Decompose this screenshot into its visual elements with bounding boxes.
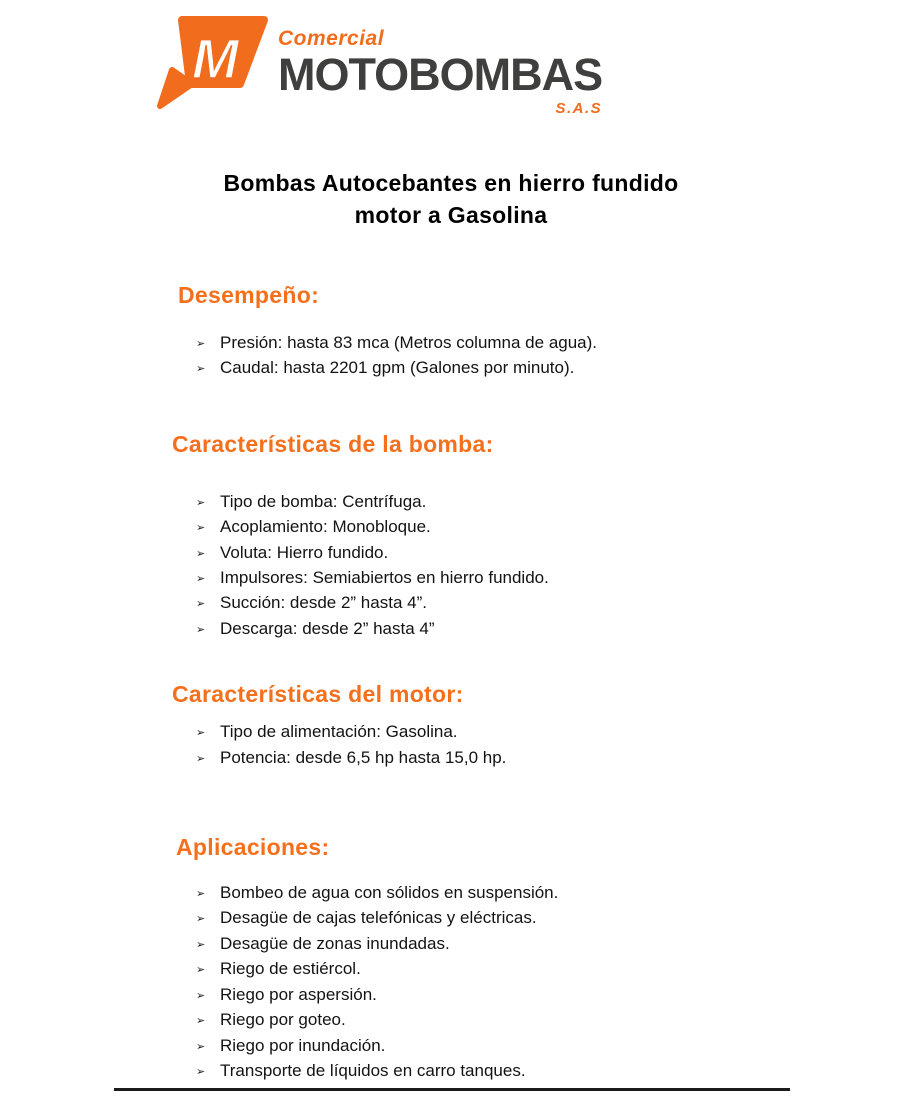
list-item	[196, 1059, 902, 1084]
logo-tagline: Comercial	[278, 27, 385, 50]
arrow-bullet-icon: ➢	[196, 1039, 206, 1053]
arrow-bullet-icon: ➢	[196, 887, 206, 901]
arrow-bullet-icon: ➢	[196, 751, 206, 765]
section-aplicaciones	[0, 833, 902, 1084]
list-item-text: Desagüe de cajas telefónicas y eléctricas.	[220, 908, 537, 928]
list-item-text: Voluta: Hierro fundido.	[220, 542, 389, 562]
section-caracteristicas-motor	[0, 680, 902, 771]
arrow-bullet-icon: ➢	[196, 597, 206, 611]
section-desempeno	[0, 281, 902, 382]
list-item	[196, 490, 902, 515]
list-item	[196, 617, 902, 642]
list-item-text: Transporte de líquidos en carro tanques.	[220, 1060, 526, 1080]
list-item-text: Caudal: hasta 2201 gpm (Galones por minuto).	[220, 358, 575, 378]
section-heading-aplicaciones: Aplicaciones:	[176, 834, 330, 861]
section-heading-caracteristicas-bomba: Características de la bomba:	[172, 430, 494, 457]
list-item	[196, 906, 902, 931]
list-item	[196, 1008, 902, 1033]
company-logo	[150, 12, 602, 117]
section-caracteristicas-bomba	[0, 430, 902, 642]
list-item	[196, 515, 902, 540]
motobombas-logo-icon	[150, 12, 270, 112]
arrow-bullet-icon: ➢	[196, 521, 206, 535]
list-item	[196, 932, 902, 957]
list-item-text: Riego por goteo.	[220, 1010, 346, 1030]
list-item	[196, 957, 902, 982]
desempeno-list	[196, 331, 902, 382]
logo-name: MOTOBOMBAS	[278, 49, 603, 100]
logo-wordmark	[278, 12, 602, 117]
arrow-bullet-icon: ➢	[196, 1014, 206, 1028]
arrow-bullet-icon: ➢	[196, 337, 206, 350]
list-item-text: Riego por inundación.	[220, 1035, 386, 1055]
list-item-text: Acoplamiento: Monobloque.	[220, 517, 431, 537]
arrow-bullet-icon: ➢	[196, 726, 206, 740]
list-item-text: Descarga: desde 2” hasta 4”	[220, 618, 435, 638]
list-item	[196, 331, 902, 356]
document-title-line1: Bombas Autocebantes en hierro fundido	[223, 170, 679, 196]
arrow-bullet-icon: ➢	[196, 546, 206, 560]
arrow-bullet-icon: ➢	[196, 572, 206, 586]
list-item	[196, 720, 902, 745]
list-item-text: Potencia: desde 6,5 hp hasta 15,0 hp.	[220, 747, 507, 767]
list-item-text: Bombeo de agua con sólidos en suspensión.	[220, 883, 559, 903]
list-item	[196, 356, 902, 381]
arrow-bullet-icon: ➢	[196, 1064, 206, 1078]
list-item	[196, 746, 902, 771]
logo-suffix: S.A.S	[555, 100, 603, 118]
list-item-text: Riego de estiércol.	[220, 959, 361, 979]
list-item-text: Tipo de alimentación: Gasolina.	[220, 722, 458, 742]
list-item-text: Tipo de bomba: Centrífuga.	[220, 491, 427, 511]
arrow-bullet-icon: ➢	[196, 912, 206, 926]
list-item	[196, 1034, 902, 1059]
arrow-bullet-icon: ➢	[196, 622, 206, 636]
caracteristicas-bomba-list	[196, 490, 902, 642]
arrow-bullet-icon: ➢	[196, 988, 206, 1002]
svg-text:M: M	[192, 27, 239, 90]
list-item	[196, 881, 902, 906]
caracteristicas-motor-list	[196, 720, 902, 771]
document-title-line2: motor a Gasolina	[354, 202, 548, 228]
section-heading-caracteristicas-motor: Características del motor:	[172, 681, 464, 708]
list-item-text: Succión: desde 2” hasta 4”.	[220, 593, 427, 613]
footer-divider	[114, 1088, 790, 1091]
list-item	[196, 983, 902, 1008]
arrow-bullet-icon: ➢	[196, 362, 206, 376]
aplicaciones-list	[196, 881, 902, 1084]
list-item-text: Impulsores: Semiabiertos en hierro fundido.	[220, 568, 549, 588]
section-heading-desempeno: Desempeño:	[178, 282, 320, 308]
list-item	[196, 566, 902, 591]
arrow-bullet-icon: ➢	[196, 963, 206, 977]
list-item-text: Presión: hasta 83 mca (Metros columna de agua).	[220, 333, 598, 352]
list-item	[196, 541, 902, 566]
arrow-bullet-icon: ➢	[196, 937, 206, 951]
list-item-text: Riego por aspersión.	[220, 984, 377, 1004]
list-item-text: Desagüe de zonas inundadas.	[220, 933, 450, 953]
arrow-bullet-icon: ➢	[196, 495, 206, 509]
list-item	[196, 591, 902, 616]
